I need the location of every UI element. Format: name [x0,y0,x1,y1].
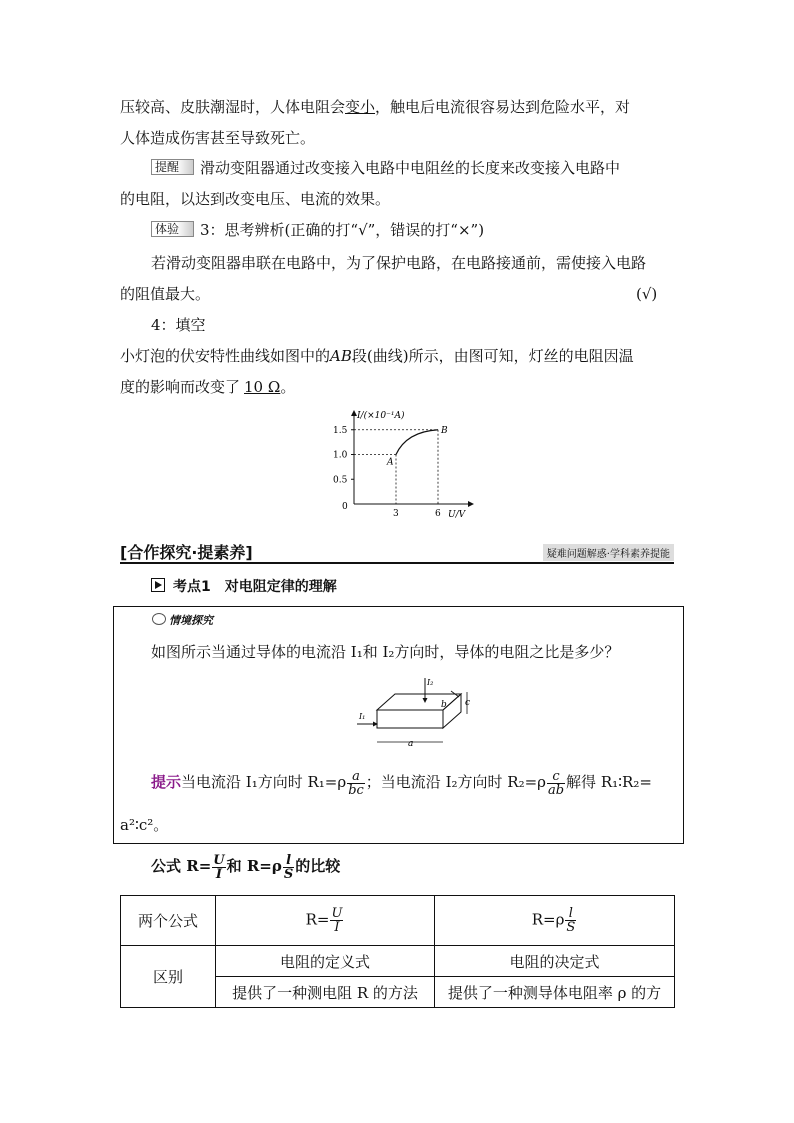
y-tick-label: 1.0 [333,450,348,461]
exp3-answer: (√) [636,285,658,303]
table-row [121,896,675,946]
table-cell: 提供了一种测导体电阻率 ρ 的方 [435,977,675,1008]
denominator: ab [547,782,565,798]
fraction [347,770,365,797]
numerator: a [347,770,365,784]
numerator: U [331,906,343,921]
play-icon [151,578,165,592]
exp-tag: 体验 [151,221,194,237]
numerator: c [547,770,565,784]
table-cell [435,896,675,946]
origin-label: 0 [342,502,348,512]
tag-label: 情境探究 [169,614,213,627]
denominator: I [334,920,340,935]
hint-answer-line2: a²∶c²。 [120,816,169,834]
situation-tag [152,612,213,628]
situation-question: 如图所示当通过导体的电流沿 I₁和 I₂方向时，导体的电阻之比是多少？ [151,643,620,661]
table-row [121,946,675,977]
denominator: S [283,866,294,882]
y-tick-label: 0.5 [333,475,348,486]
topic-heading [151,577,337,597]
iv-chart [330,405,480,523]
text: 压较高、皮肤潮湿时，人体电阻会 [120,98,346,116]
fraction [330,907,343,934]
y-axis-label: I/(×10⁻¹A) [357,411,405,421]
topic-label: 考点1 对电阻定律的理解 [173,579,337,595]
b-label: b [441,700,447,710]
paragraph-line [120,97,630,117]
fill4-title: 4：填空 [151,316,206,334]
numerator: l [283,854,294,868]
comparison-table [120,895,675,1008]
answer-underline: 变小 [345,98,376,116]
answer-underline: 10 Ω [244,378,281,396]
point-label-a: A [387,457,394,468]
table-cell [216,896,435,946]
c-label: c [465,698,471,708]
text: 解得 R₁∶R₂= [566,773,652,791]
text: AB [330,347,352,365]
text: 的比较 [295,857,341,875]
block-shape [377,694,461,728]
y-tick-label: 1.5 [333,425,348,436]
x-tick-label: 6 [435,509,441,519]
point-label-b: B [441,425,448,436]
text: 。 [280,378,296,396]
a-label: a [408,739,414,748]
conductor-block-figure [355,672,475,748]
section-heading [120,540,674,564]
text: 公式 R= [151,857,212,875]
numerator: U [213,852,225,868]
iv-curve [396,430,438,455]
text: 当电流沿 I₁方向时 R₁=ρ [181,773,347,791]
fraction [212,854,225,881]
i1-label: I₁ [359,712,366,721]
denominator: bc [348,782,364,798]
fraction [283,854,294,881]
denominator: S [566,920,576,935]
exp3-title [151,220,484,240]
x-tick-label: 3 [393,509,399,519]
text: 和 R=ρ [226,857,282,875]
exp3-line2: 的阻值最大。 [120,285,211,303]
text: R=ρ [531,910,565,929]
text: 段(曲线)所示，由图可知，灯丝的电阻因温 [351,347,634,365]
exp3-line1: 若滑动变阻器串联在电路中，为了保护电路，在电路接通前，需使接入电路 [151,254,647,272]
table-cell: 电阻的决定式 [435,946,675,977]
text: R= [305,910,330,929]
text: 度的影响而改变了 [120,378,241,396]
hint-label: 提示 [151,773,182,791]
hint-line2: 的电阻，以达到改变电压、电流的效果。 [120,190,391,208]
formula-compare-title [151,852,340,881]
table-cell: 区别 [121,946,216,1008]
text: 3：思考辨析(正确的打“√”，错误的打“×”) [200,221,485,239]
denominator: I [215,866,222,882]
hint-answer-line [151,768,652,797]
i2-label: I₂ [427,678,434,687]
paragraph-line: 人体造成伤害甚至导致死亡。 [120,129,316,147]
text: 滑动变阻器通过改变接入电路中电阻丝的长度来改变接入电路中 [200,159,621,177]
fraction [547,770,565,797]
fill4-line1 [120,346,634,366]
text: 小灯泡的伏安特性曲线如图中的 [120,347,331,365]
text: ，触电后电流很容易达到危险水平，对 [375,98,631,116]
table-cell: 提供了一种测电阻 R 的方法 [216,977,435,1008]
numerator: l [565,907,576,921]
fill4-line2 [120,377,295,397]
section-title: [合作探究·提素养] [120,543,253,562]
fraction [565,907,576,934]
x-axis-label: U/V [448,510,466,520]
text: ；当电流沿 I₂方向时 R₂=ρ [365,773,546,791]
section-subtitle: 疑难问题解惑·学科素养提能 [543,544,674,561]
table-cell: 两个公式 [121,896,216,946]
table-cell: 电阻的定义式 [216,946,435,977]
hint-tag: 提醒 [151,159,194,175]
lightbulb-icon [152,613,166,625]
hint-line [151,158,620,178]
